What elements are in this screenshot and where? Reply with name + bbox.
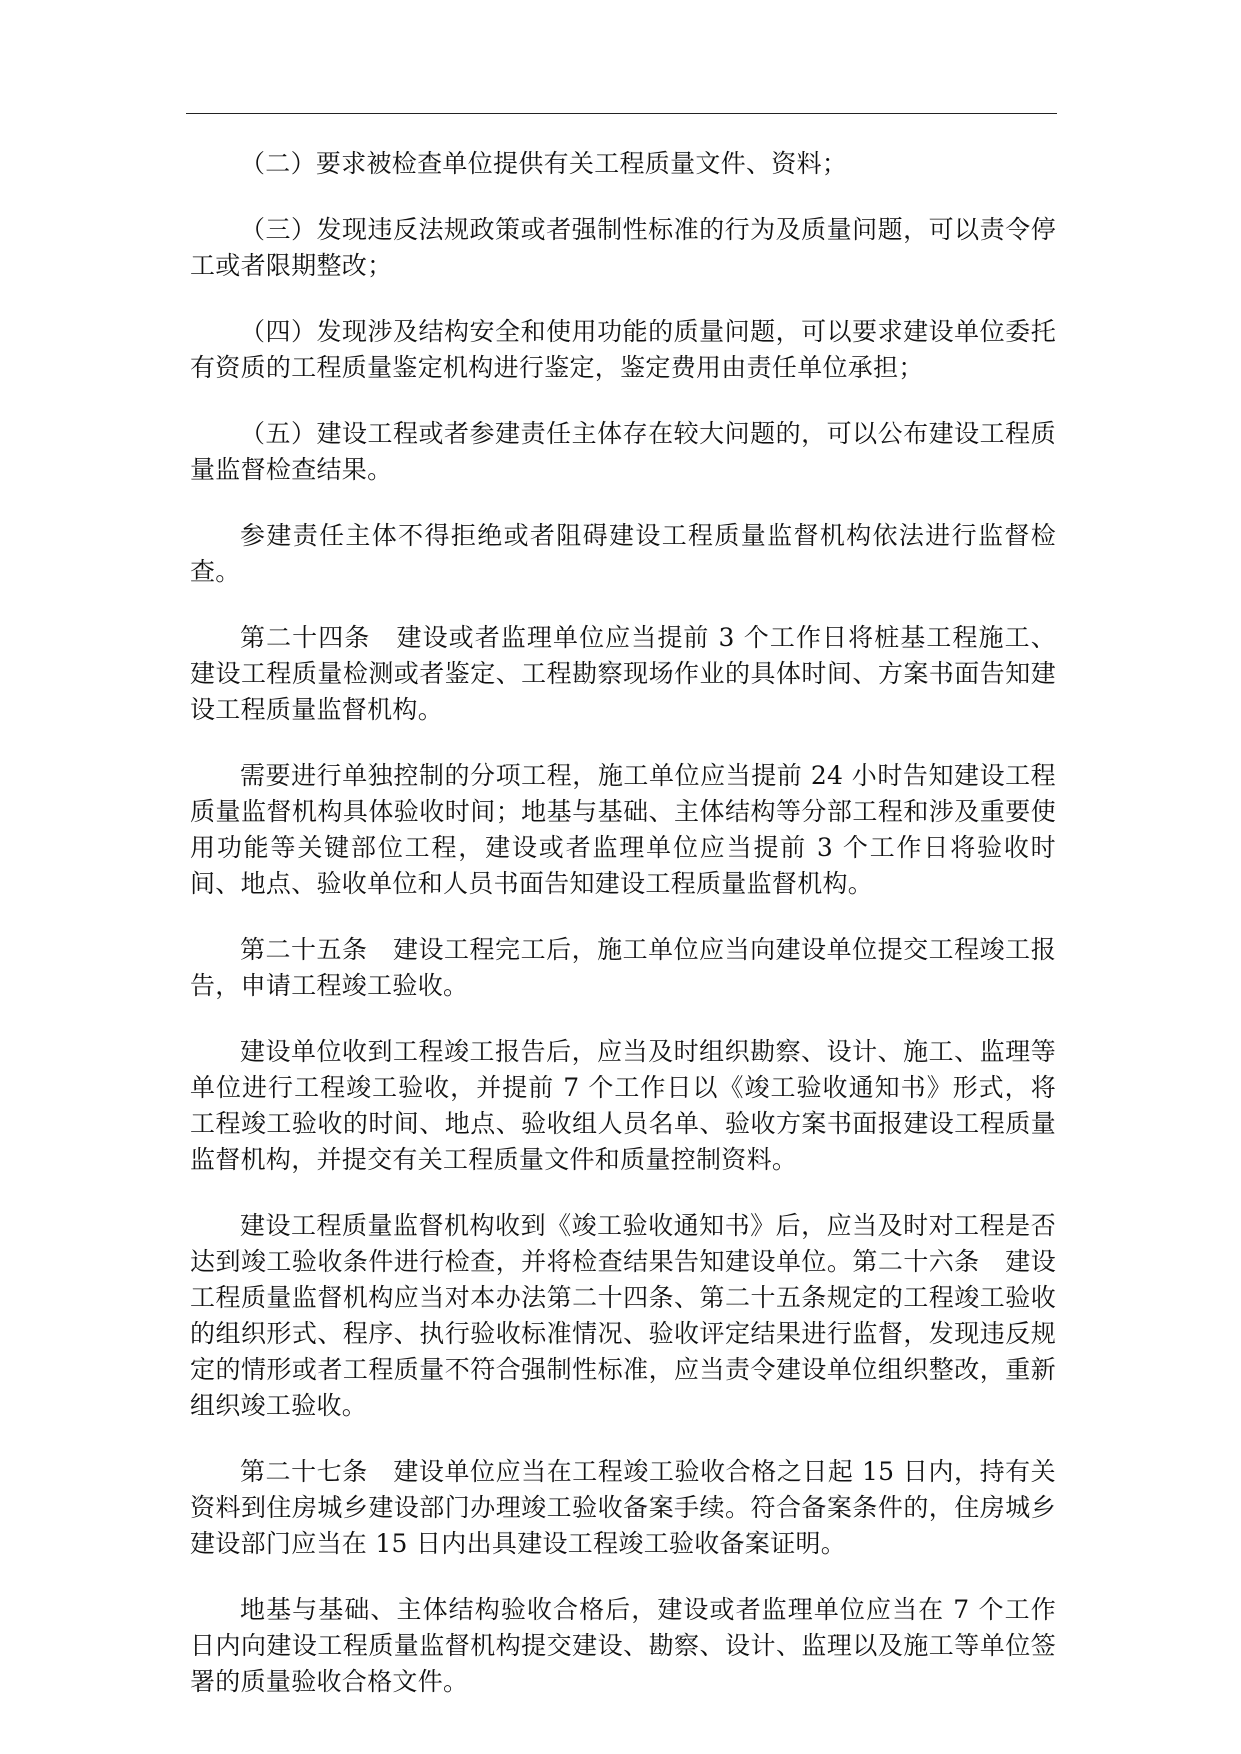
- paragraph-article-27: 第二十七条 建设单位应当在工程竣工验收合格之日起 15 日内，持有关资料到住房城乡建设部门办理竣工验收备案手续。符合备案条件的，住房城乡建设部门应当在 15 日内出具建设工程竣工验收备案证明。: [190, 1457, 1056, 1558]
- paragraph-item-2: （二）要求被检查单位提供有关工程质量文件、资料；: [240, 149, 848, 178]
- paragraph-completion-acceptance: 建设单位收到工程竣工报告后，应当及时组织勘察、设计、施工、监理等单位进行工程竣工验收，并提前 7 个工作日以《竣工验收通知书》形式，将工程竣工验收的时间、地点、验收组人员名单、验收方案书面报建设工程质量监督机构，并提交有关工程质量文件和质量控制资料。: [190, 1037, 1056, 1174]
- paragraph-item-4: （四）发现涉及结构安全和使用功能的质量问题，可以要求建设单位委托有资质的工程质量鉴定机构进行鉴定，鉴定费用由责任单位承担；: [190, 317, 1056, 382]
- document-body: [190, 146, 1056, 1730]
- paragraph-article-26: 建设工程质量监督机构收到《竣工验收通知书》后，应当及时对工程是否达到竣工验收条件进行检查，并将检查结果告知建设单位。第二十六条 建设工程质量监督机构应当对本办法第二十四条、第二十五条规定的工程竣工验收的组织形式、程序、执行验收标准情况、验收评定结果进行监督，发现违反规定的情形或者工程质量不符合强制性标准，应当责令建设单位组织整改，重新组织竣工验收。: [190, 1211, 1056, 1420]
- paragraph-article-25: 第二十五条 建设工程完工后，施工单位应当向建设单位提交工程竣工报告，申请工程竣工验收。: [190, 935, 1056, 1000]
- header-rule: [186, 113, 1057, 114]
- paragraph-foundation-acceptance: 地基与基础、主体结构验收合格后，建设或者监理单位应当在 7 个工作日内向建设工程质量监督机构提交建设、勘察、设计、监理以及施工等单位签署的质量验收合格文件。: [190, 1595, 1056, 1696]
- paragraph-item-5: （五）建设工程或者参建责任主体存在较大问题的，可以公布建设工程质量监督检查结果。: [190, 419, 1056, 484]
- paragraph-subitem-acceptance-notice: 需要进行单独控制的分项工程，施工单位应当提前 24 小时告知建设工程质量监督机构具体验收时间；地基与基础、主体结构等分部工程和涉及重要使用功能等关键部位工程，建设或者监理单位应当提前 3 个工作日将验收时间、地点、验收单位和人员书面告知建设工程质量监督机构。: [190, 761, 1056, 898]
- paragraph-supervision-cooperation: 参建责任主体不得拒绝或者阻碍建设工程质量监督机构依法进行监督检查。: [190, 521, 1056, 586]
- paragraph-article-24: 第二十四条 建设或者监理单位应当提前 3 个工作日将桩基工程施工、建设工程质量检测或者鉴定、工程勘察现场作业的具体时间、方案书面告知建设工程质量监督机构。: [190, 623, 1056, 724]
- paragraph-item-3: （三）发现违反法规政策或者强制性标准的行为及质量问题，可以责令停工或者限期整改；: [190, 215, 1056, 280]
